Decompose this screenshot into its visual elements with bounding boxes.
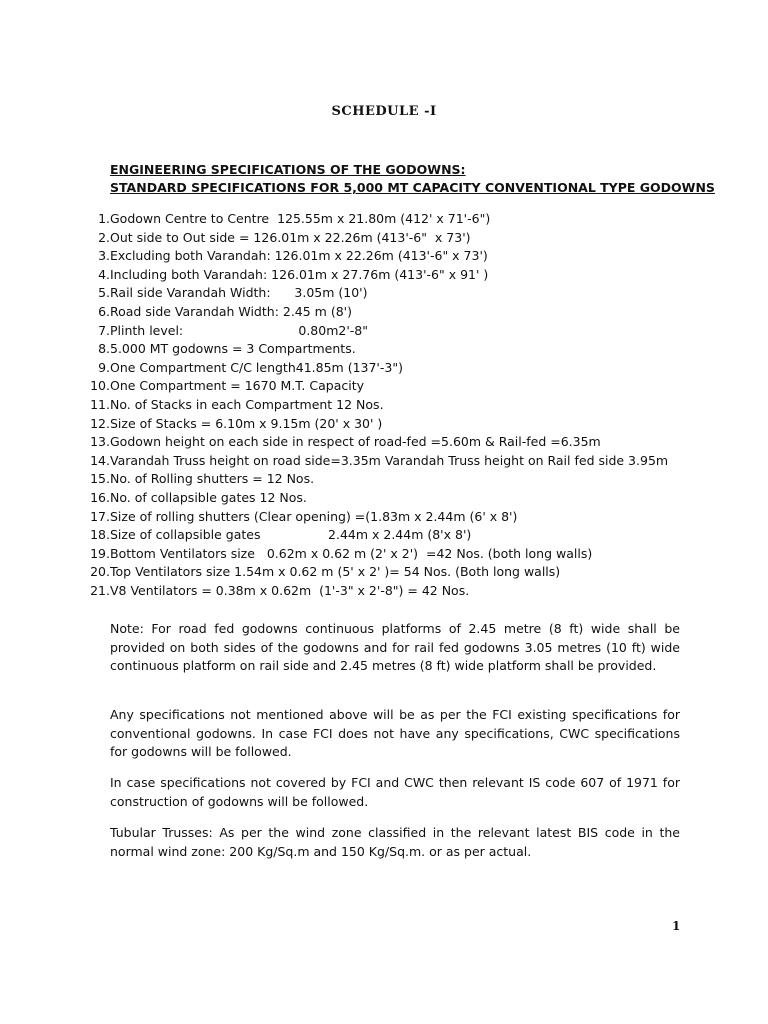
specifications-heading: ENGINEERING SPECIFICATIONS OF THE GODOWNS: — [110, 162, 466, 177]
list-item: 18. Size of collapsible gates 2.44m x 2.44m (8'x 8') — [78, 526, 698, 545]
list-item: 13. Godown height on each side in respect of road-fed =5.60m & Rail-fed =6.35m — [78, 433, 698, 452]
list-item: 17. Size of rolling shutters (Clear opening) =(1.83m x 2.44m (6' x 8') — [78, 508, 698, 527]
list-item: 20. Top Ventilators size 1.54m x 0.62 m (5' x 2' )= 54 Nos. (Both long walls) — [78, 563, 698, 582]
list-item: 11. No. of Stacks in each Compartment 12 Nos. — [78, 396, 698, 415]
list-item: 6. Road side Varandah Width: 2.45 m (8') — [78, 303, 698, 322]
list-item: 19. Bottom Ventilators size 0.62m x 0.62 m (2' x 2') =42 Nos. (both long walls) — [78, 545, 698, 564]
list-item-text: Road side Varandah Width: 2.45 m (8') — [110, 303, 352, 319]
list-item-text: Size of Stacks = 6.10m x 9.15m (20' x 30' ) — [110, 415, 383, 431]
list-item-text: Including both Varandah: 126.01m x 27.76m (413'-6" x 91' ) — [110, 266, 489, 282]
list-item: 9. One Compartment C/C length41.85m (137'-3") — [78, 359, 698, 378]
list-item: 2. Out side to Out side = 126.01m x 22.26m (413'-6" x 73') — [78, 229, 698, 248]
list-item-text: Plinth level: 0.80m2'-8" — [110, 322, 368, 338]
note-paragraph: Note: For road fed godowns continuous platforms of 2.45 metre (8 ft) wide shall be provided on both sides of the godowns and for rail fed godowns 3.05 metres (10 ft) wide continuous platform on rail side and 2.45 metres (8 ft) wide platform shall be provided. — [110, 621, 680, 674]
is-code-paragraph: In case specifications not covered by FCI and CWC then relevant IS code 607 of 1971 for construction of godowns will be followed. — [110, 775, 680, 809]
list-item-text: Varandah Truss height on road side=3.35m Varandah Truss height on Rail fed side 3.95m — [110, 452, 669, 468]
list-item: 10. One Compartment = 1670 M.T. Capacity — [78, 377, 698, 396]
list-item-text: 5.000 MT godowns = 3 Compartments. — [110, 341, 356, 357]
list-item-text: V8 Ventilators = 0.38m x 0.62m (1'-3" x 2'-8") = 42 Nos. — [110, 582, 470, 598]
list-item-text: No. of Stacks in each Compartment 12 Nos. — [110, 396, 384, 412]
list-item: 21. V8 Ventilators = 0.38m x 0.62m (1'-3" x 2'-8") = 42 Nos. — [78, 582, 698, 601]
list-item-text: Top Ventilators size 1.54m x 0.62 m (5' x 2' )= 54 Nos. (Both long walls) — [110, 564, 561, 580]
list-item: 14. Varandah Truss height on road side=3.35m Varandah Truss height on Rail fed side 3.95m — [78, 452, 698, 471]
list-item-text: No. of collapsible gates 12 Nos. — [110, 489, 307, 505]
list-item-text: No. of Rolling shutters = 12 Nos. — [110, 471, 315, 487]
list-item: 5. Rail side Varandah Width: 3.05m (10') — [78, 284, 698, 303]
list-item-text: Godown Centre to Centre 125.55m x 21.80m (412' x 71'-6") — [110, 211, 491, 226]
page-number: 1 — [672, 919, 681, 933]
list-item-text: Size of collapsible gates 2.44m x 2.44m (8'x 8') — [110, 527, 472, 543]
list-item-text: Out side to Out side = 126.01m x 22.26m (413'-6" x 73') — [110, 229, 471, 245]
list-item: 4. Including both Varandah: 126.01m x 27.76m (413'-6" x 91' ) — [78, 266, 698, 285]
specification-list — [78, 210, 698, 600]
list-item: 1. Godown Centre to Centre 125.55m x 21.80m (412' x 71'-6") — [78, 210, 698, 229]
standard-specifications-heading: STANDARD SPECIFICATIONS FOR 5,000 MT CAPACITY CONVENTIONAL TYPE GODOWNS — [110, 180, 715, 195]
list-item: 3. Excluding both Varandah: 126.01m x 22.26m (413'-6" x 73') — [78, 247, 698, 266]
list-item-text: One Compartment = 1670 M.T. Capacity — [110, 378, 364, 394]
list-item: 15. No. of Rolling shutters = 12 Nos. — [78, 470, 698, 489]
list-item: 7. Plinth level: 0.80m2'-8" — [78, 322, 698, 341]
list-item-text: Bottom Ventilators size 0.62m x 0.62 m (2' x 2') =42 Nos. (both long walls) — [110, 545, 593, 561]
list-item-text: One Compartment C/C length41.85m (137'-3") — [110, 359, 403, 375]
schedule-title: SCHEDULE -I — [331, 104, 437, 119]
specifications-paragraph: Any specifications not mentioned above will be as per the FCI existing specifications for conventional godowns. In case FCI does not have any specifications, CWC specifications for godowns will be followed. — [110, 707, 680, 760]
list-item: 16. No. of collapsible gates 12 Nos. — [78, 489, 698, 508]
list-item-text: Godown height on each side in respect of road-fed =5.60m & Rail-fed =6.35m — [110, 434, 601, 450]
list-item-text: Excluding both Varandah: 126.01m x 22.26m (413'-6" x 73') — [110, 248, 488, 264]
list-item: 12. Size of Stacks = 6.10m x 9.15m (20' x 30' ) — [78, 415, 698, 434]
tubular-trusses-paragraph: Tubular Trusses: As per the wind zone classified in the relevant latest BIS code in the normal wind zone: 200 Kg/Sq.m and 150 Kg/Sq.m. or as per actual. — [110, 825, 680, 859]
list-item: 8. 5.000 MT godowns = 3 Compartments. — [78, 340, 698, 359]
list-item-text: Rail side Varandah Width: 3.05m (10') — [110, 285, 368, 301]
list-item-text: Size of rolling shutters (Clear opening) =(1.83m x 2.44m (6' x 8') — [110, 508, 518, 524]
